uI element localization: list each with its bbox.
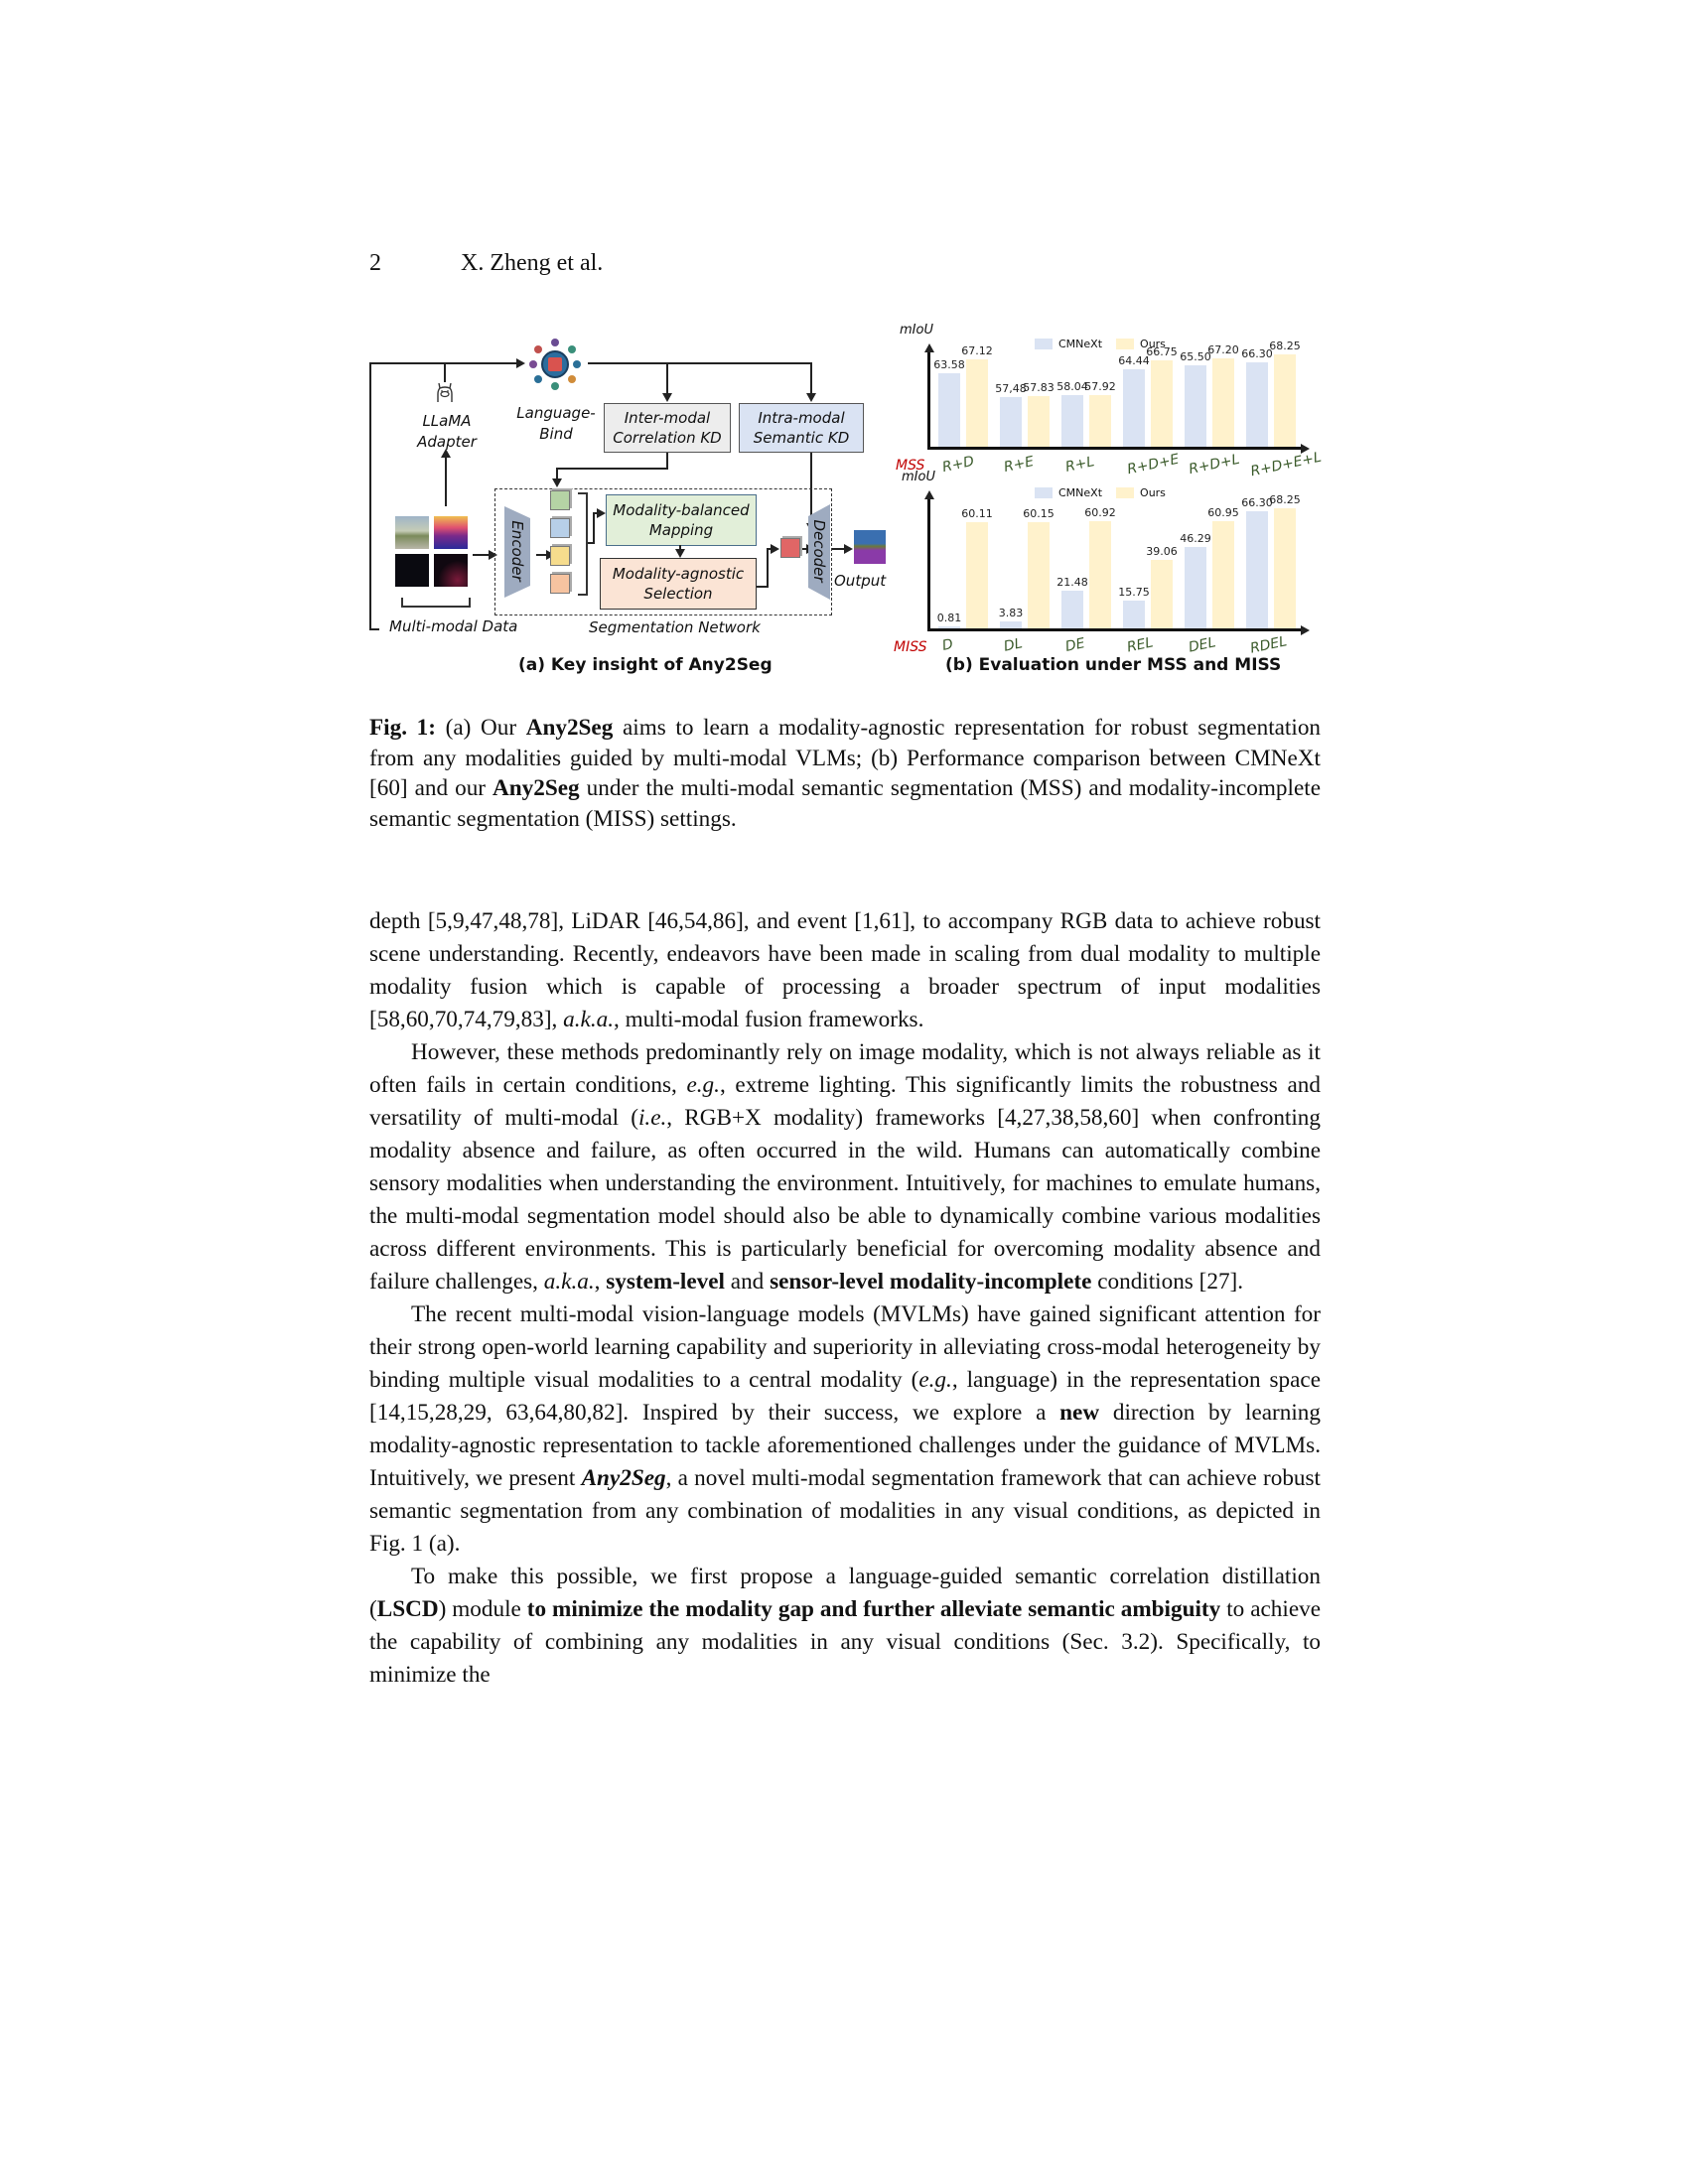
caption-text: aims to learn a modality-agnostic representation for robust segmentation from any modalities guided by multi-modal VLMs; (b) Performance comparison between CMNeXt [60] and our bbox=[369, 715, 1322, 801]
x-axis-category-label: RDEL bbox=[1248, 633, 1289, 657]
miss-setting-label: MISS bbox=[894, 639, 927, 655]
paragraph-3 bbox=[369, 1298, 1321, 1561]
text-bold-italic: Any2Seg bbox=[581, 1465, 666, 1491]
multimodal-data-label: Multi-modal Data bbox=[389, 617, 518, 635]
x-axis-category-label: REL bbox=[1125, 634, 1155, 656]
bar-value-label: 68.25 bbox=[1269, 492, 1301, 506]
paragraph-2 bbox=[369, 1036, 1321, 1298]
text-italic: i.e. bbox=[637, 1105, 667, 1131]
intra-modal-line1: Intra-modal bbox=[758, 409, 845, 427]
text: depth [5,9,47,48,78], LiDAR [46,54,86], and event [1,61], to accompany RGB data to achieve robust scene understanding. Recently, endeavors have been made in scaling from dual modality to multiple modality fusion which is capable of processing a broader spectrum of input modalities [58,60,70,74,79,83], bbox=[369, 908, 1321, 1032]
miss-y-axis-label: mIoU bbox=[902, 470, 935, 484]
decoder-block bbox=[808, 504, 830, 600]
bar-ours-r+l bbox=[1089, 395, 1111, 447]
rgb-image bbox=[395, 516, 429, 549]
x-axis-category-label: DE bbox=[1063, 635, 1087, 655]
panel-b-caption: (b) Evaluation under MSS and MISS bbox=[945, 655, 1282, 675]
legend-cmnext: CMNeXt bbox=[1058, 338, 1103, 350]
text-italic: a.k.a. bbox=[543, 1269, 595, 1295]
bar-value-label: 60.95 bbox=[1207, 505, 1239, 519]
bar-value-label: 57.83 bbox=[1023, 380, 1055, 394]
bar-value-label: 65.50 bbox=[1180, 350, 1211, 363]
paragraph-4 bbox=[369, 1561, 1321, 1692]
body-text bbox=[369, 905, 1321, 1692]
llama-adapter-label bbox=[387, 411, 506, 453]
caption-text: (a) Our bbox=[435, 715, 526, 741]
modality-balanced-mapping-box bbox=[606, 494, 757, 546]
bar-value-label: 68.25 bbox=[1269, 340, 1301, 352]
legend-ours: Ours bbox=[1140, 338, 1166, 350]
lidar-image bbox=[434, 554, 468, 587]
caption-fig-label: Fig. 1: bbox=[369, 715, 436, 741]
feature-cube-green bbox=[550, 490, 570, 510]
bar-value-label: 21.48 bbox=[1056, 575, 1088, 589]
multimodal-data-images bbox=[395, 516, 471, 592]
bar-value-label: 66.75 bbox=[1146, 345, 1178, 358]
bar-cmnext-r+d+e bbox=[1123, 369, 1145, 447]
bar-cmnext-r+l bbox=[1061, 395, 1083, 447]
depth-image bbox=[434, 516, 468, 549]
bar-value-label: 15.75 bbox=[1118, 586, 1150, 600]
bar-value-label: 57.92 bbox=[1084, 380, 1116, 394]
mss-setting-label: MSS bbox=[896, 458, 925, 474]
bar-value-label: 67.20 bbox=[1207, 343, 1239, 357]
llama-adapter-line1: LLaMA bbox=[422, 412, 472, 430]
encoder-block bbox=[504, 506, 530, 598]
bar-value-label: 63.58 bbox=[933, 357, 965, 371]
bar-ours-r+d+l bbox=[1212, 358, 1234, 447]
bar-value-label: 60.11 bbox=[961, 507, 993, 521]
caption-bold-any2seg: Any2Seg bbox=[492, 775, 580, 801]
bar-value-label: 39.06 bbox=[1146, 544, 1178, 558]
text: , bbox=[594, 1269, 607, 1295]
languagebind-line1: Language- bbox=[516, 404, 596, 422]
text-italic: e.g. bbox=[918, 1367, 952, 1393]
bar-ours-r+e bbox=[1028, 396, 1050, 447]
bar-value-label: 58.04 bbox=[1056, 379, 1088, 393]
bar-cmnext-r+d+l bbox=[1185, 365, 1206, 447]
languagebind-label bbox=[506, 403, 606, 445]
figure-caption bbox=[369, 713, 1321, 834]
decoder-label: Decoder bbox=[810, 519, 828, 583]
bar-value-label: 60.15 bbox=[1023, 507, 1055, 521]
figure-1 bbox=[367, 318, 1324, 685]
mss-bar-chart bbox=[896, 318, 1324, 480]
text: conditions [27]. bbox=[1091, 1269, 1244, 1295]
text: To make this possible, we first propose a language-guided semantic correlation distillation ( bbox=[369, 1564, 1321, 1622]
llama-icon bbox=[435, 381, 455, 403]
bar-cmnext-r+e bbox=[1000, 397, 1022, 447]
bar-value-label: 66.30 bbox=[1241, 496, 1273, 510]
bar-ours-rel bbox=[1151, 560, 1173, 628]
panel-a-caption: (a) Key insight of Any2Seg bbox=[518, 655, 773, 675]
x-axis-category-label: DL bbox=[1002, 635, 1025, 655]
text-italic: a.k.a. bbox=[563, 1007, 615, 1032]
text: and bbox=[725, 1269, 771, 1295]
text: , language) in the representation space [14,15,28,29, 63,64,80,82]. Inspired by their success, we explore a bbox=[369, 1367, 1322, 1426]
page-number: 2 bbox=[369, 250, 381, 276]
bar-value-label: 3.83 bbox=[998, 607, 1024, 620]
text: ) module bbox=[438, 1596, 527, 1622]
bar-cmnext-rdel bbox=[1246, 511, 1268, 628]
feature-cube-orange bbox=[550, 574, 570, 594]
caption-text: under the multi-modal semantic segmentation (MSS) and modality-incomplete semantic segmentation (MISS) settings. bbox=[369, 775, 1321, 832]
mas-line1: Modality-agnostic bbox=[612, 565, 745, 583]
intra-modal-line2: Semantic KD bbox=[753, 429, 850, 447]
x-axis-category-label: R+L bbox=[1063, 454, 1096, 476]
x-axis-category-label: R+D+E+L bbox=[1249, 449, 1324, 480]
text: to achieve the capability of combining any modalities in any visual conditions (Sec. 3.2). Specifically, to minimize the bbox=[369, 1596, 1322, 1688]
bar-value-label: 57,48 bbox=[995, 382, 1027, 396]
x-axis-category-label: R+D bbox=[940, 453, 976, 477]
text: However, these methods predominantly rely on image modality, which is not always reliable as it often fails in certain conditions, bbox=[369, 1039, 1321, 1098]
text: direction by learning modality-agnostic representation to tackle aforementioned challenges under the guidance of MVLMs. Intuitively, we present bbox=[369, 1400, 1321, 1491]
output-segmentation-image bbox=[854, 530, 886, 564]
bar-ours-r+d bbox=[966, 359, 988, 447]
bar-cmnext-dl bbox=[1000, 621, 1022, 628]
text-bold: LSCD bbox=[376, 1596, 439, 1622]
bar-cmnext-r+d bbox=[938, 373, 960, 447]
bar-cmnext-rel bbox=[1123, 601, 1145, 628]
bar-value-label: 66.30 bbox=[1241, 346, 1273, 360]
bar-ours-rdel bbox=[1274, 508, 1296, 628]
mss-y-axis-label: mIoU bbox=[900, 323, 933, 338]
event-image bbox=[395, 554, 429, 587]
bar-value-label: 64.44 bbox=[1118, 354, 1150, 368]
text-bold: sensor-level modality-incomplete bbox=[770, 1269, 1092, 1295]
segmentation-network-label: Segmentation Network bbox=[589, 618, 761, 636]
text: , RGB+X modality) frameworks [4,27,38,58,60] when confronting modality absence and failure, as often occurred in the wild. Humans can automatically combine sensory modalities when understanding the environment. Intuitively, for machines to emulate humans, the multi-modal segmentation model should also be able to dynamically combine various modalities across different environments. This is particularly beneficial for overcoming modality absence and failure challenges, bbox=[369, 1105, 1321, 1295]
llama-adapter-line2: Adapter bbox=[417, 433, 477, 451]
text-bold: new bbox=[1059, 1400, 1100, 1426]
bar-cmnext-de bbox=[1061, 591, 1083, 628]
text-bold: to minimize the modality gap and further alleviate semantic ambiguity bbox=[526, 1596, 1221, 1622]
text: , multi-modal fusion frameworks. bbox=[614, 1007, 924, 1032]
data-brace bbox=[401, 598, 471, 608]
inter-modal-correlation-kd-box bbox=[604, 403, 731, 453]
feature-bracket bbox=[578, 492, 588, 596]
x-axis-category-label: R+E bbox=[1002, 454, 1036, 476]
bar-value-label: 60.92 bbox=[1084, 505, 1116, 519]
mbm-line1: Modality-balanced bbox=[613, 501, 750, 519]
legend-cmnext: CMNeXt bbox=[1058, 486, 1103, 499]
legend-ours: Ours bbox=[1140, 486, 1166, 499]
mbm-line2: Mapping bbox=[648, 521, 714, 539]
bar-ours-r+d+e+l bbox=[1274, 354, 1296, 447]
languagebind-line2: Bind bbox=[539, 425, 573, 443]
x-axis-category-label: D bbox=[940, 636, 955, 654]
mas-line2: Selection bbox=[643, 585, 713, 603]
fused-feature-cube bbox=[780, 538, 800, 558]
running-authors: X. Zheng et al. bbox=[461, 250, 604, 276]
text: , extreme lighting. This significantly limits the robustness and versatility of multi-modal ( bbox=[369, 1072, 1321, 1131]
modality-agnostic-selection-box bbox=[600, 558, 757, 610]
bar-value-label: 0.81 bbox=[936, 612, 962, 624]
encoder-label: Encoder bbox=[508, 520, 526, 582]
bar-ours-de bbox=[1089, 521, 1111, 628]
bar-ours-del bbox=[1212, 521, 1234, 628]
x-axis-category-label: R+D+L bbox=[1187, 451, 1241, 478]
bar-value-label: 46.29 bbox=[1180, 531, 1211, 545]
miss-bar-chart bbox=[894, 467, 1313, 657]
feature-cube-blue bbox=[550, 518, 570, 538]
text: The recent multi-modal vision-language models (MVLMs) have gained significant attention for their strong open-world learning capability and superiority in alleviating cross-modal heterogeneity by binding multiple visual modalities to a central modality ( bbox=[369, 1301, 1321, 1393]
text-bold: system-level bbox=[606, 1269, 725, 1295]
inter-modal-line1: Inter-modal bbox=[624, 409, 711, 427]
languagebind-icon bbox=[528, 338, 582, 391]
text: , a novel multi-modal segmentation framework that can achieve robust semantic segmentation from any combination of modalities in any visual conditions, as depicted in Fig. 1 (a). bbox=[369, 1465, 1321, 1557]
bar-cmnext-d bbox=[938, 626, 960, 628]
bar-value-label: 67.12 bbox=[961, 343, 993, 357]
caption-bold-any2seg: Any2Seg bbox=[525, 715, 614, 741]
bar-ours-r+d+e bbox=[1151, 360, 1173, 447]
x-axis-category-label: DEL bbox=[1187, 634, 1217, 656]
feature-cube-yellow bbox=[550, 546, 570, 566]
bar-cmnext-del bbox=[1185, 547, 1206, 628]
bar-cmnext-r+d+e+l bbox=[1246, 362, 1268, 447]
intra-modal-semantic-kd-box bbox=[739, 403, 864, 453]
inter-modal-line2: Correlation KD bbox=[613, 429, 722, 447]
text-italic: e.g. bbox=[686, 1072, 720, 1098]
x-axis-category-label: R+D+E bbox=[1125, 451, 1181, 478]
output-label: Output bbox=[834, 572, 887, 590]
paragraph-1 bbox=[369, 905, 1321, 1036]
